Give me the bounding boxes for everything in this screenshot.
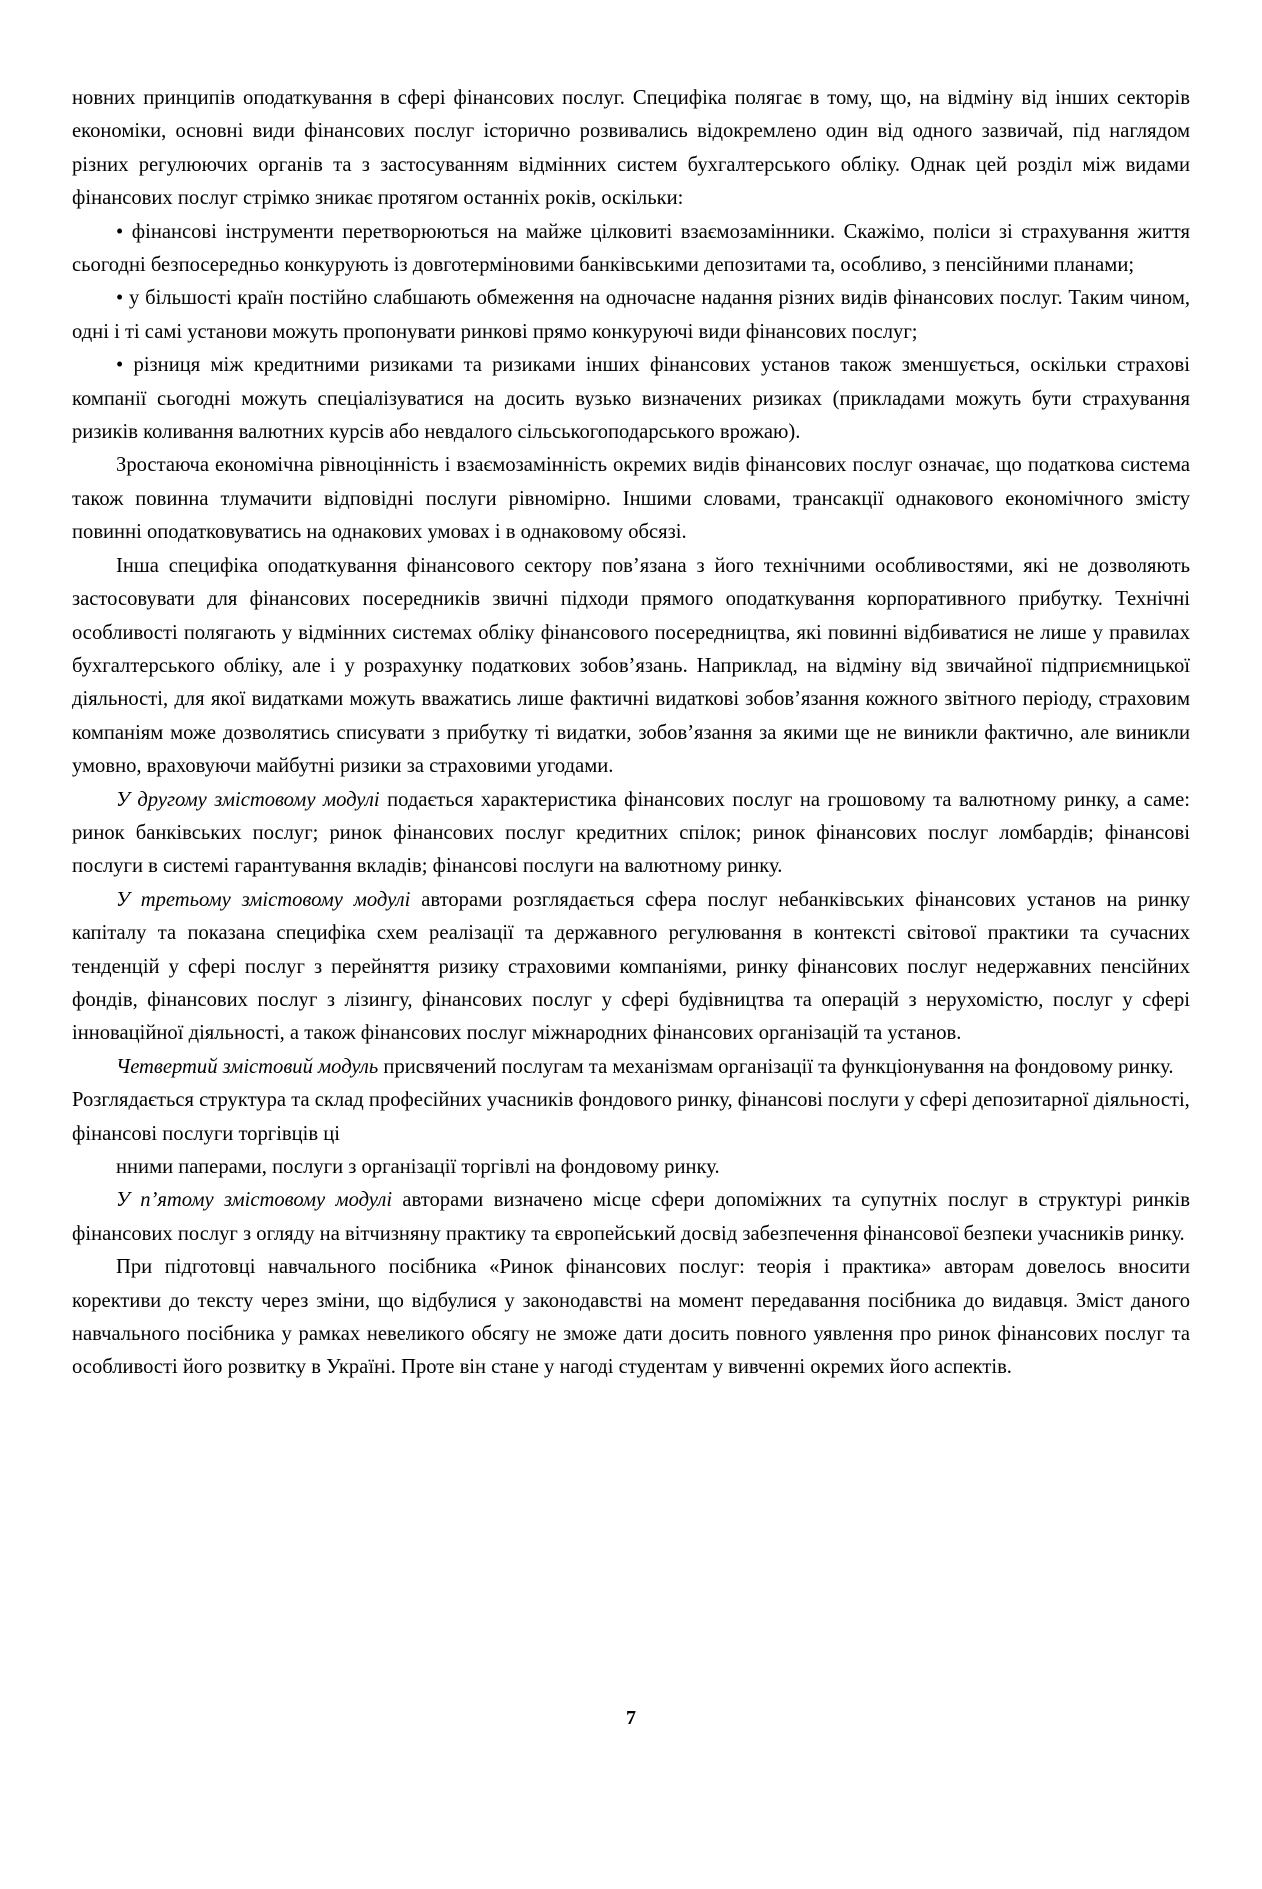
- bullet-item: [72, 349, 1190, 449]
- page-number: 7: [626, 1707, 636, 1729]
- module-five-lead-italic: У п’ятому змістовому модулі: [116, 1189, 393, 1212]
- paragraph-module-five: [72, 1184, 1190, 1251]
- bullet-item-text: у більшості країн постійно слабшають обмеження на одночасне надання різних видів фінансових послуг. Таким чином, одні і ті самі установи можуть пропонувати ринкові прямо конкуруючі види фінансових послуг;: [72, 287, 1190, 343]
- paragraph-module-four: [72, 1051, 1190, 1151]
- bullet-icon: •: [116, 287, 124, 310]
- paragraph-closing: При підготовці навчального посібника «Ринок фінансових послуг: теорія і практика» авторам довелось вносити корективи до тексту через зміни, що відбулися у законодавстві на момент передавання посібника до видавця. Зміст даного навчального посібника у рамках невеликого обсягу не зможе дати досить повного уявлення про ринок фінансових послуг та особливості його розвитку в Україні. Проте він стане у нагоді студентам у вивченні окремих його аспектів.: [72, 1256, 1190, 1379]
- module-two-lead-italic: У другому змістовому модулі: [116, 788, 380, 811]
- paragraph-body: Зростаюча економічна рівноцінність і взаємозамінність окремих видів фінансових послуг означає, що податкова система також повинна тлумачити відповідні послуги рівномірно. Іншими словами, трансакції однакового економічного змісту повинні оподатковуватись на однакових умовах і в однаковому обсязі.: [72, 454, 1190, 544]
- bullet-item: [72, 216, 1190, 283]
- bullet-icon: •: [116, 354, 124, 377]
- module-five-text: авторами визначено місце сфери допоміжних та супутніх послуг в структурі ринків фінансових послуг з огляду на вітчизняну практику та європейський досвід забезпечення фінансової безпеки учасників ринку.: [72, 1189, 1190, 1245]
- paragraph-module-four-runon: нними паперами, послуги з організації торгівлі на фондовому ринку.: [116, 1156, 720, 1178]
- paragraph-body: Інша специфіка оподаткування фінансового сектору пов’язана з його технічними особливостями, які не дозволяють застосовувати для фінансових посередників звичні підходи прямого оподаткування корпоративного прибутку. Технічні особливості полягають у відмінних системах обліку фінансового посередництва, які повинні відбиватися не лише у правилах бухгалтерського обліку, але і у розрахунку податкових зобов’язань. Наприклад, на відміну від звичайної підприємницької діяльності, для якої видатками можуть вважатись лише фактичні видаткові зобов’язання кожного звітного періоду, страховим компаніям може дозволятись списувати з прибутку ті видатки, зобов’язання за якими ще не виникли фактично, але виникли умовно, враховуючи майбутні ризики за страховими угодами.: [72, 554, 1190, 778]
- paragraph-module-three: [72, 884, 1190, 1051]
- bullet-item: [72, 282, 1190, 349]
- paragraph-continuation: новних принципів оподаткування в сфері фінансових послуг. Специфіка полягає в тому, що, на відміну від інших секторів економіки, основні види фінансових послуг історично розвивались відокремлено один від одного зазвичай, під наглядом різних регулюючих органів та з застосуванням відмінних систем бухгалтерського обліку. Однак цей розділ між видами фінансових послуг стрімко зникає протягом останніх років, оскільки:: [72, 87, 1190, 210]
- bullet-item-text: різниця між кредитними ризиками та ризиками інших фінансових установ також зменшується, оскільки страхові компанії сьогодні можуть спеціалізуватися на досить вузько визначених ризиках (прикладами можуть бути страхування ризиків коливання валютних курсів або невдалого сільськогоподарського врожаю).: [72, 354, 1190, 444]
- module-three-lead-italic: У третьому змістовому модулі: [116, 888, 411, 911]
- bullet-item-text: фінансові інструменти перетворюються на майже цілковиті взаємозамінники. Скажімо, поліси зі страхування життя сьогодні безпосередньо конкурують із довготерміновими банківськими депозитами та, особливо, з пенсійними планами;: [72, 220, 1190, 277]
- module-four-text: присвячений послугам та механізмам організації та функціонування на фондовому ринку. Розглядається структура та склад професійних учасників фондового ринку, фінансові послуги у сфері депозитарної діяльності, фінансові послуги торгівців ці: [72, 1055, 1190, 1145]
- bullet-icon: •: [116, 220, 124, 243]
- module-two-text: подається характеристика фінансових послуг на грошовому та валютному ринку, а саме: ринок банківських послуг; ринок фінансових послуг кредитних спілок; ринок фінансових послуг ломбардів; фінансові послуги в системі гарантування вкладів; фінансові послуги на валютному ринку.: [72, 788, 1190, 878]
- module-three-text: авторами розглядається сфера послуг небанківських фінансових установ на ринку капіталу та показана специфіка схем реалізації та державного регулювання в контексті світової практики та сучасних тенденцій у сфері послуг з перейняття ризику страховими компаніями, ринку фінансових послуг недержавних пенсійних фондів, фінансових послуг з лізингу, фінансових послуг у сфері будівництва та операцій з нерухомістю, послуг у сфері інноваційної діяльності, а також фінансових послуг міжнародних фінансових організацій та установ.: [72, 888, 1190, 1045]
- paragraph-module-two: [72, 784, 1190, 884]
- module-four-lead-italic: Четвертий змістовий модуль: [116, 1055, 379, 1078]
- page-text-body: [72, 82, 1190, 1385]
